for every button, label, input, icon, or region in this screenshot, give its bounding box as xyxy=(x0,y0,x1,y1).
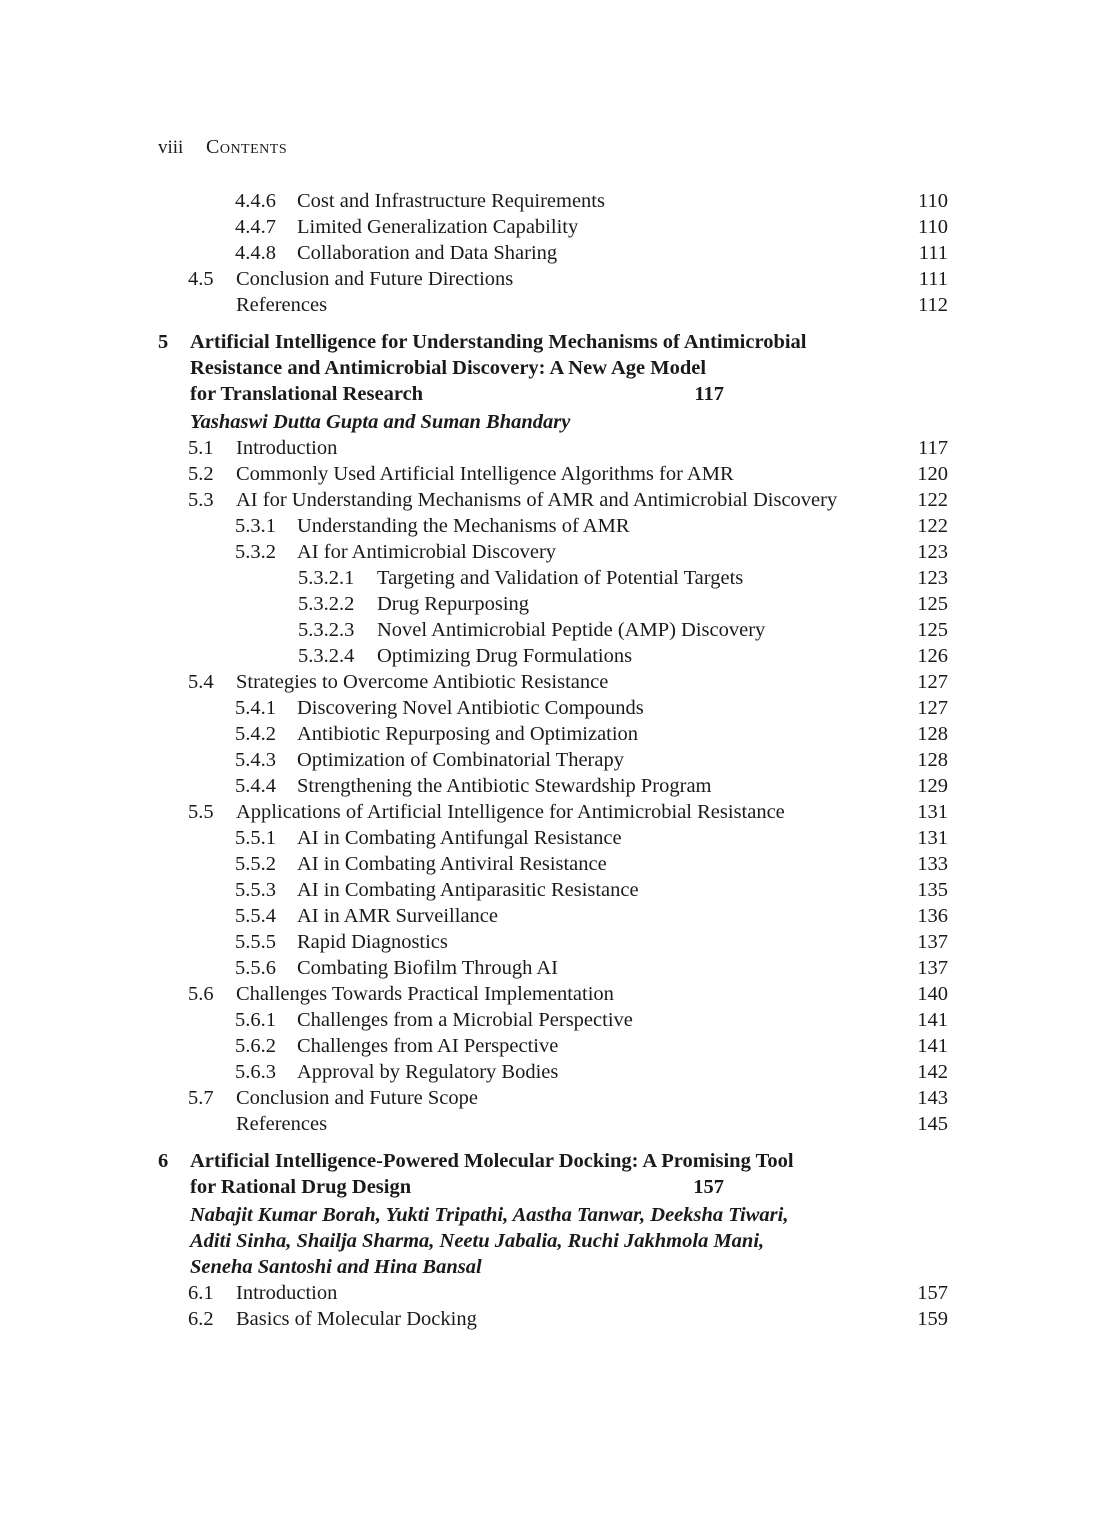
chapter-title-line: for Rational Drug Design xyxy=(190,1176,412,1198)
entry-page: 159 xyxy=(917,1308,948,1330)
toc-entry[interactable] xyxy=(0,539,1104,565)
entry-title: Drug Repurposing xyxy=(377,593,530,615)
entry-title: AI in Combating Antiviral Resistance xyxy=(297,853,607,875)
toc-entry[interactable] xyxy=(0,435,1104,461)
entry-page: 131 xyxy=(917,801,948,823)
chapter-title-line: for Translational Research xyxy=(190,383,424,405)
toc-entry[interactable] xyxy=(0,214,1104,240)
toc-entry[interactable] xyxy=(0,903,1104,929)
entry-title: Targeting and Validation of Potential Targets xyxy=(377,567,744,589)
toc-entry[interactable] xyxy=(0,877,1104,903)
entry-number: 5.5.1 xyxy=(235,827,276,849)
entry-page: 133 xyxy=(917,853,948,875)
entry-page: 136 xyxy=(917,905,948,927)
entry-page: 125 xyxy=(917,619,948,641)
entry-title: Limited Generalization Capability xyxy=(297,216,579,238)
entry-number: 5.4.1 xyxy=(235,697,276,719)
entry-page: 141 xyxy=(917,1009,948,1031)
toc-entry[interactable] xyxy=(0,1306,1104,1332)
entry-page: 122 xyxy=(917,489,948,511)
entry-number: 5.5.3 xyxy=(235,879,276,901)
author-line: Aditi Sinha, Shailja Sharma, Neetu Jabalia, Ruchi Jakhmola Mani, xyxy=(190,1230,765,1252)
toc-entry[interactable] xyxy=(0,773,1104,799)
chapter-number: 5 xyxy=(158,331,169,353)
toc-entry[interactable] xyxy=(0,1007,1104,1033)
entry-page: 128 xyxy=(917,723,948,745)
entry-title: Understanding the Mechanisms of AMR xyxy=(297,515,630,537)
entry-number: 5.6.1 xyxy=(235,1009,276,1031)
entry-page: 142 xyxy=(917,1061,948,1083)
entry-page: 126 xyxy=(917,645,948,667)
entry-page: 140 xyxy=(917,983,948,1005)
entry-number: 5.4 xyxy=(188,671,214,693)
entry-number: 5.3 xyxy=(188,489,214,511)
toc-entry[interactable] xyxy=(0,643,1104,669)
entry-number: 4.5 xyxy=(188,268,214,290)
entry-page: 110 xyxy=(918,190,948,212)
toc-entry[interactable] xyxy=(0,1085,1104,1111)
entry-page: 125 xyxy=(917,593,948,615)
entry-number: 5.3.1 xyxy=(235,515,276,537)
entry-number: 4.4.8 xyxy=(235,242,276,264)
toc-entry[interactable] xyxy=(0,695,1104,721)
previous-chapter-entries xyxy=(0,188,1104,318)
author-line: Seneha Santoshi and Hina Bansal xyxy=(190,1256,482,1278)
entry-number: 5.6.3 xyxy=(235,1061,276,1083)
entry-page: 117 xyxy=(918,437,948,459)
chapter-title[interactable] xyxy=(190,1148,880,1200)
entry-number: 5.5 xyxy=(188,801,214,823)
entry-title: Strengthening the Antibiotic Stewardship Program xyxy=(297,775,712,797)
entry-title: AI in Combating Antifungal Resistance xyxy=(297,827,622,849)
entry-number: 5.3.2.2 xyxy=(298,593,355,615)
entry-title: Collaboration and Data Sharing xyxy=(297,242,558,264)
toc-entry[interactable] xyxy=(0,825,1104,851)
entry-number: 5.4.4 xyxy=(235,775,276,797)
entry-title: Conclusion and Future Scope xyxy=(236,1087,478,1109)
chapter-page: 117 xyxy=(694,383,724,405)
entry-title: Conclusion and Future Directions xyxy=(236,268,514,290)
running-title: Contents xyxy=(206,136,288,158)
chapter-authors xyxy=(190,409,1104,435)
chapter-title-line: Artificial Intelligence for Understanding Mechanisms of Antimicrobial xyxy=(190,331,807,353)
entry-page: 112 xyxy=(918,294,948,316)
toc-entry[interactable] xyxy=(0,721,1104,747)
entry-page: 123 xyxy=(917,541,948,563)
entry-title: Challenges from AI Perspective xyxy=(297,1035,559,1057)
entry-title: Strategies to Overcome Antibiotic Resistance xyxy=(236,671,609,693)
entry-number: 5.3.2 xyxy=(235,541,276,563)
entry-page: 122 xyxy=(917,515,948,537)
entry-title: Introduction xyxy=(236,437,338,459)
entry-title: References xyxy=(236,294,328,316)
entry-number: 5.6 xyxy=(188,983,214,1005)
entry-number: 5.3.2.3 xyxy=(298,619,355,641)
entry-number: 5.5.6 xyxy=(235,957,276,979)
entry-page: 127 xyxy=(917,671,948,693)
entry-page: 111 xyxy=(918,242,948,264)
toc-entry[interactable] xyxy=(0,799,1104,825)
chapter-5-entries xyxy=(0,435,1104,1137)
toc-entry[interactable] xyxy=(0,513,1104,539)
toc-references-entry[interactable] xyxy=(0,292,1104,318)
toc-entry[interactable] xyxy=(0,461,1104,487)
entry-title: Optimization of Combinatorial Therapy xyxy=(297,749,624,771)
chapter-number: 6 xyxy=(158,1150,169,1172)
entry-title: Optimizing Drug Formulations xyxy=(377,645,633,667)
toc-entry[interactable] xyxy=(0,1280,1104,1306)
toc-entry[interactable] xyxy=(0,669,1104,695)
entry-title: Combating Biofilm Through AI xyxy=(297,957,558,979)
entry-page: 120 xyxy=(917,463,948,485)
entry-page: 135 xyxy=(917,879,948,901)
toc-entry[interactable] xyxy=(0,591,1104,617)
entry-number: 5.4.3 xyxy=(235,749,276,771)
entry-page: 143 xyxy=(917,1087,948,1109)
chapter-title-line: Resistance and Antimicrobial Discovery: A New Age Model xyxy=(190,357,707,379)
entry-number: 6.1 xyxy=(188,1282,214,1304)
entry-number: 4.4.7 xyxy=(235,216,276,238)
author-line: Nabajit Kumar Borah, Yukti Tripathi, Aastha Tanwar, Deeksha Tiwari, xyxy=(190,1204,789,1226)
toc-references-entry[interactable] xyxy=(0,1111,1104,1137)
entry-title: Antibiotic Repurposing and Optimization xyxy=(297,723,639,745)
entry-page: 129 xyxy=(917,775,948,797)
toc-entry[interactable] xyxy=(0,747,1104,773)
table-of-contents xyxy=(0,188,1104,1332)
entry-number: 5.6.2 xyxy=(235,1035,276,1057)
entry-number: 5.5.4 xyxy=(235,905,276,927)
page-number: viii xyxy=(158,137,184,158)
toc-entry[interactable] xyxy=(0,1033,1104,1059)
entry-title: References xyxy=(236,1113,328,1135)
entry-number: 5.3.2.4 xyxy=(298,645,355,667)
toc-entry[interactable] xyxy=(0,617,1104,643)
chapter-title[interactable] xyxy=(190,329,880,407)
entry-title: Challenges Towards Practical Implementation xyxy=(236,983,614,1005)
toc-entry[interactable] xyxy=(0,188,1104,214)
toc-entry[interactable] xyxy=(0,240,1104,266)
entry-page: 141 xyxy=(917,1035,948,1057)
entry-number: 5.1 xyxy=(188,437,214,459)
entry-number: 6.2 xyxy=(188,1308,214,1330)
entry-title: Rapid Diagnostics xyxy=(297,931,448,953)
entry-title: Basics of Molecular Docking xyxy=(236,1308,477,1330)
entry-page: 128 xyxy=(917,749,948,771)
entry-title: AI for Antimicrobial Discovery xyxy=(297,541,557,563)
page-header xyxy=(158,136,287,159)
entry-page: 157 xyxy=(917,1282,948,1304)
entry-page: 123 xyxy=(917,567,948,589)
entry-title: Approval by Regulatory Bodies xyxy=(297,1061,559,1083)
chapter-authors xyxy=(190,1202,1104,1280)
chapter-6 xyxy=(0,1148,1104,1332)
entry-number: 5.5.5 xyxy=(235,931,276,953)
entry-number: 5.4.2 xyxy=(235,723,276,745)
toc-entry[interactable] xyxy=(0,266,1104,292)
entry-number: 5.7 xyxy=(188,1087,214,1109)
entry-number: 5.2 xyxy=(188,463,214,485)
toc-entry[interactable] xyxy=(0,929,1104,955)
entry-title: AI for Understanding Mechanisms of AMR and Antimicrobial Discovery xyxy=(236,489,838,511)
entry-title: Novel Antimicrobial Peptide (AMP) Discovery xyxy=(377,619,766,641)
entry-title: AI in Combating Antiparasitic Resistance xyxy=(297,879,639,901)
author-line: Yashaswi Dutta Gupta and Suman Bhandary xyxy=(190,411,571,433)
entry-page: 111 xyxy=(918,268,948,290)
entry-page: 137 xyxy=(917,957,948,979)
chapter-page: 157 xyxy=(693,1176,724,1198)
entry-number: 5.5.2 xyxy=(235,853,276,875)
toc-entry[interactable] xyxy=(0,955,1104,981)
entry-page: 127 xyxy=(917,697,948,719)
toc-entry[interactable] xyxy=(0,487,1104,513)
entry-title: Introduction xyxy=(236,1282,338,1304)
entry-page: 110 xyxy=(918,216,948,238)
entry-page: 137 xyxy=(917,931,948,953)
chapter-5 xyxy=(0,329,1104,1137)
chapter-6-entries xyxy=(0,1280,1104,1332)
toc-entry[interactable] xyxy=(0,1059,1104,1085)
toc-entry[interactable] xyxy=(0,565,1104,591)
toc-entry[interactable] xyxy=(0,851,1104,877)
entry-title: Applications of Artificial Intelligence for Antimicrobial Resistance xyxy=(236,801,785,823)
entry-title: AI in AMR Surveillance xyxy=(297,905,498,927)
toc-entry[interactable] xyxy=(0,981,1104,1007)
entry-page: 131 xyxy=(917,827,948,849)
entry-page: 145 xyxy=(917,1113,948,1135)
entry-title: Commonly Used Artificial Intelligence Algorithms for AMR xyxy=(236,463,734,485)
chapter-title-line: Artificial Intelligence-Powered Molecular Docking: A Promising Tool xyxy=(190,1150,794,1172)
entry-number: 5.3.2.1 xyxy=(298,567,355,589)
entry-number: 4.4.6 xyxy=(235,190,276,212)
entry-title: Challenges from a Microbial Perspective xyxy=(297,1009,633,1031)
entry-title: Discovering Novel Antibiotic Compounds xyxy=(297,697,644,719)
entry-title: Cost and Infrastructure Requirements xyxy=(297,190,605,212)
